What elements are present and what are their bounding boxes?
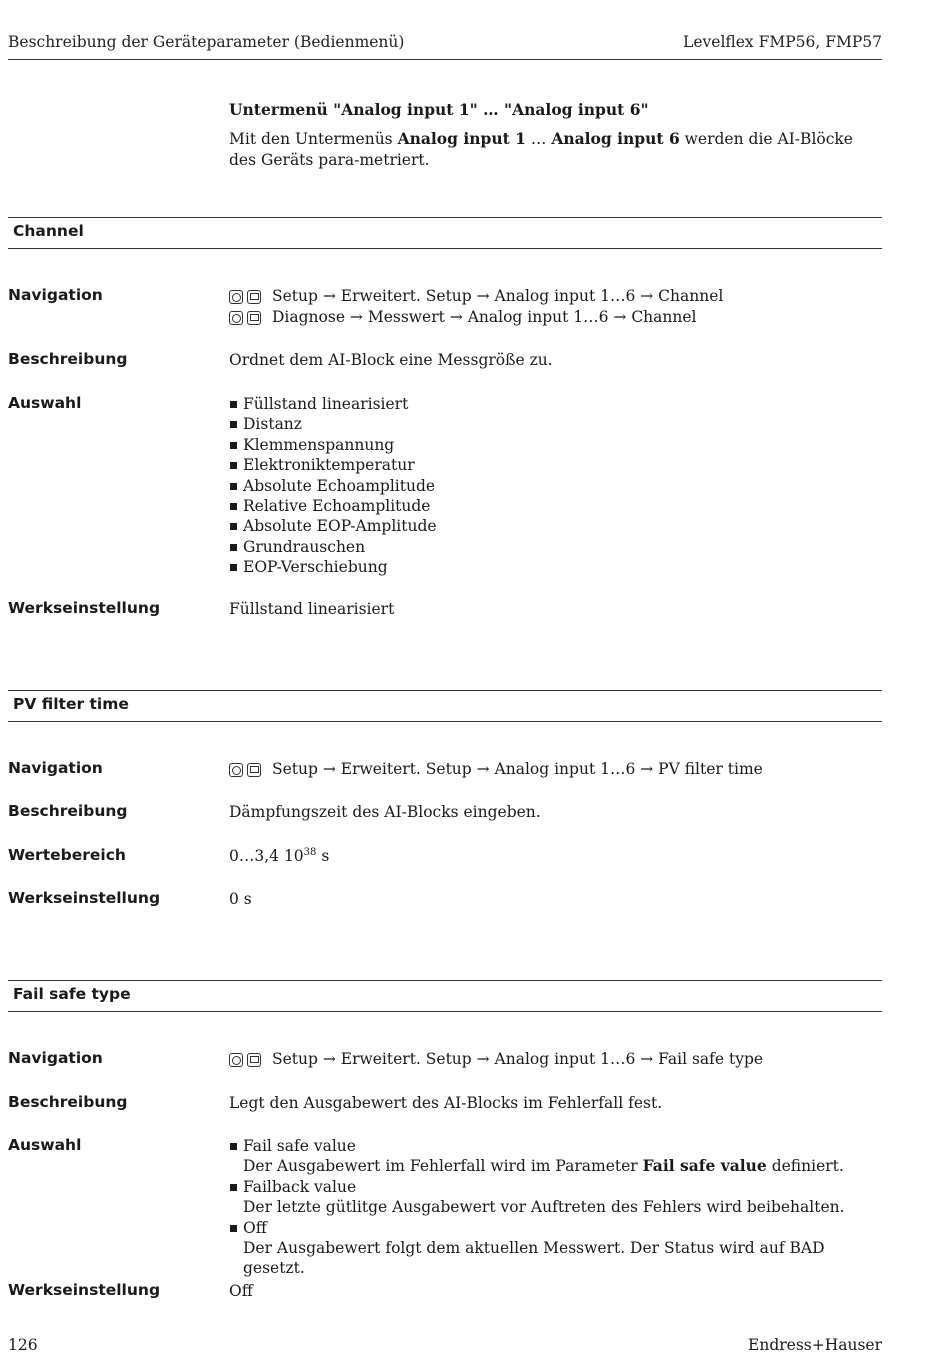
section-title: Channel xyxy=(13,222,84,240)
submenu-title: Untermenü "Analog input 1" … "Analog input 6" xyxy=(229,100,649,119)
nav-path-text: Setup → Erweitert. Setup → Analog input 1…6 → Fail safe type xyxy=(272,1050,764,1069)
nav-path-text: Setup → Erweitert. Setup → Analog input 1…6 → PV filter time xyxy=(272,760,763,779)
section-channel xyxy=(8,217,882,249)
option-description: Der Ausgabewert im Fehlerfall wird im Parameter Fail safe value definiert. xyxy=(243,1156,844,1176)
option-list xyxy=(229,394,889,578)
option-item: Failback value Der letzte gütlitge Ausgabewert vor Auftreten des Fehlers wird beibehalten. xyxy=(229,1177,889,1218)
option-item: Elektroniktemperatur xyxy=(229,455,889,475)
option-item: Füllstand linearisiert xyxy=(229,394,889,414)
running-header-right: Levelflex FMP56, FMP57 xyxy=(683,33,882,51)
factory-setting: 0 s xyxy=(229,890,252,908)
running-header-left: Beschreibung der Geräteparameter (Bedienmenü) xyxy=(8,33,405,51)
value-range: 0…3,4 $10^{38}$ s xyxy=(229,846,330,865)
operating-tool-icon xyxy=(229,1053,243,1067)
nav-path-text: Setup → Erweitert. Setup → Analog input 1…6 → Channel xyxy=(272,287,724,306)
option-item: Klemmenspannung xyxy=(229,435,889,455)
label-auswahl: Auswahl xyxy=(8,394,82,412)
header-rule xyxy=(8,59,882,60)
display-module-icon xyxy=(247,290,261,304)
label-navigation: Navigation xyxy=(8,286,103,304)
option-item: Relative Echoamplitude xyxy=(229,496,889,516)
submenu-intro: Mit den Untermenüs Analog input 1 … Analog input 6 werden die AI-Blöcke des Geräts para-metriert. xyxy=(229,129,853,169)
label-werkseinstellung: Werkseinstellung xyxy=(8,889,161,907)
operating-tool-icon xyxy=(229,290,243,304)
option-item: Fail safe value Der Ausgabewert im Fehlerfall wird im Parameter Fail safe value definiert. xyxy=(229,1136,889,1177)
operating-tool-icon xyxy=(229,763,243,777)
nav-path-text: Diagnose → Messwert → Analog input 1…6 → Channel xyxy=(272,308,697,327)
display-module-icon xyxy=(247,1053,261,1067)
label-werkseinstellung: Werkseinstellung xyxy=(8,599,161,617)
section-fail-safe-type xyxy=(8,980,882,1012)
factory-setting: Off xyxy=(229,1282,253,1300)
option-item: Absolute EOP-Amplitude xyxy=(229,516,889,536)
navigation-paths xyxy=(229,759,889,780)
nav-path xyxy=(229,1049,889,1070)
label-wertebereich: Wertebereich xyxy=(8,846,126,864)
option-item: Distanz xyxy=(229,414,889,434)
label-navigation: Navigation xyxy=(8,1049,103,1067)
label-auswahl: Auswahl xyxy=(8,1136,82,1154)
description: Ordnet dem AI-Block eine Messgröße zu. xyxy=(229,351,553,369)
section-title: Fail safe type xyxy=(13,985,131,1003)
option-item: EOP-Verschiebung xyxy=(229,557,889,577)
nav-path xyxy=(229,759,889,780)
label-beschreibung: Beschreibung xyxy=(8,802,128,820)
label-beschreibung: Beschreibung xyxy=(8,350,128,368)
option-list xyxy=(229,1136,889,1279)
description: Legt den Ausgabewert des AI-Blocks im Fehlerfall fest. xyxy=(229,1094,663,1112)
option-description: Der Ausgabewert folgt dem aktuellen Messwert. Der Status wird auf BAD gesetzt. xyxy=(243,1239,825,1278)
section-pv-filter-time xyxy=(8,690,882,722)
page-number: 126 xyxy=(8,1336,38,1354)
operating-tool-icon xyxy=(229,311,243,325)
display-module-icon xyxy=(247,763,261,777)
navigation-paths xyxy=(229,286,889,328)
option-description: Der letzte gütlitge Ausgabewert vor Auftreten des Fehlers wird beibehalten. xyxy=(243,1198,845,1217)
option-item: Off Der Ausgabewert folgt dem aktuellen Messwert. Der Status wird auf BAD gesetzt. xyxy=(229,1218,889,1279)
nav-path xyxy=(229,307,889,328)
navigation-paths xyxy=(229,1049,889,1070)
display-module-icon xyxy=(247,311,261,325)
factory-setting: Füllstand linearisiert xyxy=(229,600,395,618)
footer-brand: Endress+Hauser xyxy=(748,1336,882,1354)
nav-path xyxy=(229,286,889,307)
label-navigation: Navigation xyxy=(8,759,103,777)
option-item: Absolute Echoamplitude xyxy=(229,476,889,496)
description: Dämpfungszeit des AI-Blocks eingeben. xyxy=(229,803,541,821)
label-beschreibung: Beschreibung xyxy=(8,1093,128,1111)
option-item: Grundrauschen xyxy=(229,537,889,557)
label-werkseinstellung: Werkseinstellung xyxy=(8,1281,161,1299)
section-title: PV filter time xyxy=(13,695,129,713)
